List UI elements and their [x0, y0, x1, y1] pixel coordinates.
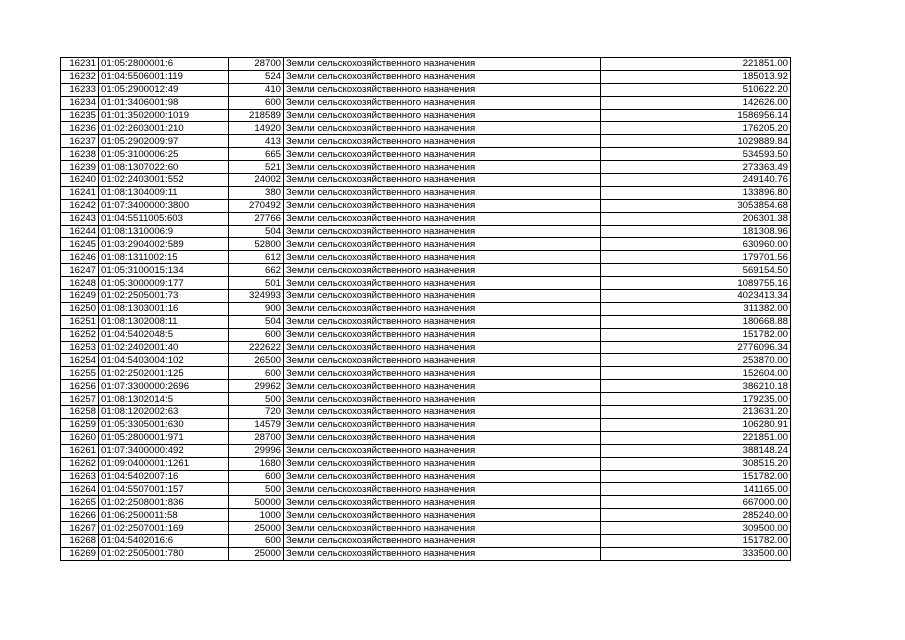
table-row	[61, 380, 791, 393]
row-number-cell: 16259	[61, 418, 99, 431]
area-cell: 665	[229, 148, 284, 161]
land-category-cell: Земли сельскохозяйственного назначения	[284, 496, 601, 509]
row-number-cell: 16266	[61, 509, 99, 522]
row-number-cell: 16245	[61, 238, 99, 251]
area-cell: 27766	[229, 212, 284, 225]
cadastral-number-cell: 01:03:2904002:589	[99, 238, 229, 251]
cadastral-number-cell: 01:02:2603001:210	[99, 122, 229, 135]
cadastral-number-cell: 01:08:1202002:63	[99, 406, 229, 419]
table-row	[61, 328, 791, 341]
cadastral-number-cell: 01:04:5402016:6	[99, 534, 229, 547]
cadastral-number-cell: 01:01:3406001:98	[99, 96, 229, 109]
area-cell: 1680	[229, 457, 284, 470]
cadastral-number-cell: 01:05:2900012:49	[99, 83, 229, 96]
table-row	[61, 161, 791, 174]
cadastral-number-cell: 01:08:1302014:5	[99, 393, 229, 406]
area-cell: 501	[229, 277, 284, 290]
cadastral-number-cell: 01:05:3000009:177	[99, 277, 229, 290]
cadastral-value-cell: 510622.20	[601, 83, 791, 96]
cadastral-value-cell: 141165.00	[601, 483, 791, 496]
area-cell: 222622	[229, 341, 284, 354]
area-cell: 24002	[229, 174, 284, 187]
area-cell: 52800	[229, 238, 284, 251]
table-row	[61, 315, 791, 328]
table-row	[61, 109, 791, 122]
land-category-cell: Земли сельскохозяйственного назначения	[284, 225, 601, 238]
land-category-cell: Земли сельскохозяйственного назначения	[284, 135, 601, 148]
table-row	[61, 122, 791, 135]
land-category-cell: Земли сельскохозяйственного назначения	[284, 418, 601, 431]
cadastral-number-cell: 01:05:3100006:25	[99, 148, 229, 161]
cadastral-value-cell: 176205.20	[601, 122, 791, 135]
cadastral-number-cell: 01:02:2502001:125	[99, 367, 229, 380]
land-category-cell: Земли сельскохозяйственного назначения	[284, 186, 601, 199]
table-row	[61, 264, 791, 277]
cadastral-number-cell: 01:07:3400000:3800	[99, 199, 229, 212]
area-cell: 600	[229, 96, 284, 109]
table-row	[61, 135, 791, 148]
row-number-cell: 16238	[61, 148, 99, 161]
cadastral-number-cell: 01:07:3400000:492	[99, 444, 229, 457]
cadastral-number-cell: 01:08:1303001:16	[99, 302, 229, 315]
cadastral-number-cell: 01:04:5402048:5	[99, 328, 229, 341]
row-number-cell: 16231	[61, 58, 99, 71]
row-number-cell: 16253	[61, 341, 99, 354]
cadastral-value-cell: 151782.00	[601, 534, 791, 547]
cadastral-number-cell: 01:05:3305001:630	[99, 418, 229, 431]
cadastral-number-cell: 01:05:2800001:6	[99, 58, 229, 71]
row-number-cell: 16257	[61, 393, 99, 406]
land-category-cell: Земли сельскохозяйственного назначения	[284, 277, 601, 290]
cadastral-value-cell: 253870.00	[601, 354, 791, 367]
row-number-cell: 16263	[61, 470, 99, 483]
row-number-cell: 16250	[61, 302, 99, 315]
table-row	[61, 225, 791, 238]
land-category-cell: Земли сельскохозяйственного назначения	[284, 406, 601, 419]
land-category-cell: Земли сельскохозяйственного назначения	[284, 174, 601, 187]
area-cell: 600	[229, 367, 284, 380]
land-category-cell: Земли сельскохозяйственного назначения	[284, 70, 601, 83]
table-row	[61, 431, 791, 444]
cadastral-value-cell: 133896.80	[601, 186, 791, 199]
land-category-cell: Земли сельскохозяйственного назначения	[284, 238, 601, 251]
area-cell: 524	[229, 70, 284, 83]
row-number-cell: 16254	[61, 354, 99, 367]
table-row	[61, 547, 791, 560]
land-category-cell: Земли сельскохозяйственного назначения	[284, 534, 601, 547]
cadastral-number-cell: 01:04:5403004:102	[99, 354, 229, 367]
land-category-cell: Земли сельскохозяйственного назначения	[284, 483, 601, 496]
area-cell: 29962	[229, 380, 284, 393]
area-cell: 25000	[229, 547, 284, 560]
table-row	[61, 367, 791, 380]
land-category-cell: Земли сельскохозяйственного назначения	[284, 444, 601, 457]
area-cell: 720	[229, 406, 284, 419]
cadastral-value-cell: 152604.00	[601, 367, 791, 380]
cadastral-value-cell: 221851.00	[601, 431, 791, 444]
area-cell: 218589	[229, 109, 284, 122]
cadastral-number-cell: 01:05:2902009:97	[99, 135, 229, 148]
row-number-cell: 16252	[61, 328, 99, 341]
cadastral-number-cell: 01:04:5506001:119	[99, 70, 229, 83]
cadastral-number-cell: 01:09:0400001:1261	[99, 457, 229, 470]
land-category-cell: Земли сельскохозяйственного назначения	[284, 122, 601, 135]
cadastral-value-cell: 285240.00	[601, 509, 791, 522]
row-number-cell: 16235	[61, 109, 99, 122]
land-category-cell: Земли сельскохозяйственного назначения	[284, 431, 601, 444]
row-number-cell: 16251	[61, 315, 99, 328]
area-cell: 410	[229, 83, 284, 96]
cadastral-value-cell: 3053854.68	[601, 199, 791, 212]
table-row	[61, 302, 791, 315]
row-number-cell: 16236	[61, 122, 99, 135]
cadastral-value-cell: 221851.00	[601, 58, 791, 71]
land-category-cell: Земли сельскохозяйственного назначения	[284, 470, 601, 483]
cadastral-value-cell: 388148.24	[601, 444, 791, 457]
area-cell: 25000	[229, 522, 284, 535]
table-row	[61, 341, 791, 354]
land-category-cell: Земли сельскохозяйственного назначения	[284, 161, 601, 174]
table-row	[61, 522, 791, 535]
cadastral-value-cell: 667000.00	[601, 496, 791, 509]
row-number-cell: 16269	[61, 547, 99, 560]
row-number-cell: 16241	[61, 186, 99, 199]
row-number-cell: 16232	[61, 70, 99, 83]
table-row	[61, 83, 791, 96]
land-category-cell: Земли сельскохозяйственного назначения	[284, 457, 601, 470]
land-category-cell: Земли сельскохозяйственного назначения	[284, 393, 601, 406]
land-category-cell: Земли сельскохозяйственного назначения	[284, 251, 601, 264]
area-cell: 380	[229, 186, 284, 199]
cadastral-number-cell: 01:01:3502000:1019	[99, 109, 229, 122]
cadastral-number-cell: 01:04:5507001:157	[99, 483, 229, 496]
row-number-cell: 16240	[61, 174, 99, 187]
row-number-cell: 16265	[61, 496, 99, 509]
area-cell: 612	[229, 251, 284, 264]
row-number-cell: 16268	[61, 534, 99, 547]
row-number-cell: 16260	[61, 431, 99, 444]
area-cell: 324993	[229, 290, 284, 303]
row-number-cell: 16239	[61, 161, 99, 174]
cadastral-value-cell: 106280.91	[601, 418, 791, 431]
cadastral-value-cell: 386210.18	[601, 380, 791, 393]
land-category-cell: Земли сельскохозяйственного назначения	[284, 109, 601, 122]
land-category-cell: Земли сельскохозяйственного назначения	[284, 83, 601, 96]
row-number-cell: 16256	[61, 380, 99, 393]
row-number-cell: 16247	[61, 264, 99, 277]
row-number-cell: 16237	[61, 135, 99, 148]
cadastral-value-cell: 179235.00	[601, 393, 791, 406]
cadastral-value-cell: 151782.00	[601, 328, 791, 341]
cadastral-number-cell: 01:04:5511005:603	[99, 212, 229, 225]
area-cell: 1000	[229, 509, 284, 522]
row-number-cell: 16243	[61, 212, 99, 225]
area-cell: 29996	[229, 444, 284, 457]
cadastral-number-cell: 01:08:1304009:11	[99, 186, 229, 199]
cadastral-value-cell: 142626.00	[601, 96, 791, 109]
area-cell: 600	[229, 470, 284, 483]
area-cell: 500	[229, 483, 284, 496]
row-number-cell: 16248	[61, 277, 99, 290]
row-number-cell: 16233	[61, 83, 99, 96]
table-row	[61, 58, 791, 71]
cadastral-number-cell: 01:08:1311002:15	[99, 251, 229, 264]
table-row	[61, 354, 791, 367]
cadastral-value-cell: 333500.00	[601, 547, 791, 560]
row-number-cell: 16249	[61, 290, 99, 303]
cadastral-value-cell: 630960.00	[601, 238, 791, 251]
cadastral-value-cell: 309500.00	[601, 522, 791, 535]
land-category-cell: Земли сельскохозяйственного назначения	[284, 290, 601, 303]
table-row	[61, 199, 791, 212]
cadastral-value-cell: 2776096.34	[601, 341, 791, 354]
row-number-cell: 16255	[61, 367, 99, 380]
cadastral-number-cell: 01:05:2800001:971	[99, 431, 229, 444]
area-cell: 270492	[229, 199, 284, 212]
land-category-cell: Земли сельскохозяйственного назначения	[284, 199, 601, 212]
cadastral-value-cell: 181308.96	[601, 225, 791, 238]
table-row	[61, 534, 791, 547]
row-number-cell: 16246	[61, 251, 99, 264]
cadastral-number-cell: 01:08:1302008:11	[99, 315, 229, 328]
table-row	[61, 251, 791, 264]
cadastral-value-cell: 151782.00	[601, 470, 791, 483]
cadastral-number-cell: 01:08:1307022:60	[99, 161, 229, 174]
table-row	[61, 483, 791, 496]
cadastral-number-cell: 01:08:1310006:9	[99, 225, 229, 238]
land-category-cell: Земли сельскохозяйственного назначения	[284, 315, 601, 328]
cadastral-value-cell: 1029889.84	[601, 135, 791, 148]
table-row	[61, 238, 791, 251]
area-cell: 900	[229, 302, 284, 315]
table-row	[61, 418, 791, 431]
land-category-cell: Земли сельскохозяйственного назначения	[284, 509, 601, 522]
area-cell: 504	[229, 315, 284, 328]
area-cell: 500	[229, 393, 284, 406]
land-category-cell: Земли сельскохозяйственного назначения	[284, 380, 601, 393]
land-category-cell: Земли сельскохозяйственного назначения	[284, 341, 601, 354]
cadastral-number-cell: 01:06:2500011:58	[99, 509, 229, 522]
area-cell: 28700	[229, 431, 284, 444]
cadastral-value-cell: 534593.50	[601, 148, 791, 161]
cadastral-value-cell: 311382.00	[601, 302, 791, 315]
cadastral-number-cell: 01:02:2507001:169	[99, 522, 229, 535]
land-category-cell: Земли сельскохозяйственного назначения	[284, 328, 601, 341]
land-category-cell: Земли сельскохозяйственного назначения	[284, 522, 601, 535]
cadastral-value-cell: 206301.38	[601, 212, 791, 225]
cadastral-value-cell: 273363.49	[601, 161, 791, 174]
row-number-cell: 16267	[61, 522, 99, 535]
table-body	[61, 58, 791, 561]
cadastral-value-cell: 185013.92	[601, 70, 791, 83]
row-number-cell: 16234	[61, 96, 99, 109]
row-number-cell: 16261	[61, 444, 99, 457]
table-row	[61, 174, 791, 187]
row-number-cell: 16264	[61, 483, 99, 496]
land-registry-table	[60, 57, 791, 561]
cadastral-number-cell: 01:02:2508001:836	[99, 496, 229, 509]
area-cell: 14579	[229, 418, 284, 431]
table-row	[61, 212, 791, 225]
table-row	[61, 277, 791, 290]
land-category-cell: Земли сельскохозяйственного назначения	[284, 58, 601, 71]
cadastral-number-cell: 01:05:3100015:134	[99, 264, 229, 277]
area-cell: 14920	[229, 122, 284, 135]
area-cell: 504	[229, 225, 284, 238]
area-cell: 50000	[229, 496, 284, 509]
table-row	[61, 186, 791, 199]
land-category-cell: Земли сельскохозяйственного назначения	[284, 367, 601, 380]
table-row	[61, 509, 791, 522]
land-category-cell: Земли сельскохозяйственного назначения	[284, 547, 601, 560]
cadastral-value-cell: 213631.20	[601, 406, 791, 419]
table-row	[61, 457, 791, 470]
row-number-cell: 16242	[61, 199, 99, 212]
table-row	[61, 290, 791, 303]
cadastral-value-cell: 569154.50	[601, 264, 791, 277]
cadastral-number-cell: 01:02:2505001:780	[99, 547, 229, 560]
table-row	[61, 496, 791, 509]
cadastral-number-cell: 01:02:2402001:40	[99, 341, 229, 354]
land-category-cell: Земли сельскохозяйственного назначения	[284, 212, 601, 225]
table-row	[61, 406, 791, 419]
cadastral-value-cell: 308515.20	[601, 457, 791, 470]
area-cell: 413	[229, 135, 284, 148]
row-number-cell: 16262	[61, 457, 99, 470]
area-cell: 600	[229, 534, 284, 547]
row-number-cell: 16244	[61, 225, 99, 238]
cadastral-value-cell: 1586956.14	[601, 109, 791, 122]
area-cell: 662	[229, 264, 284, 277]
table-row	[61, 444, 791, 457]
table-row	[61, 96, 791, 109]
area-cell: 600	[229, 328, 284, 341]
cadastral-value-cell: 4023413.34	[601, 290, 791, 303]
cadastral-number-cell: 01:02:2403001:552	[99, 174, 229, 187]
land-category-cell: Земли сельскохозяйственного назначения	[284, 264, 601, 277]
table-row	[61, 70, 791, 83]
area-cell: 26500	[229, 354, 284, 367]
area-cell: 28700	[229, 58, 284, 71]
land-category-cell: Земли сельскохозяйственного назначения	[284, 302, 601, 315]
cadastral-value-cell: 180668.88	[601, 315, 791, 328]
area-cell: 521	[229, 161, 284, 174]
cadastral-value-cell: 249140.76	[601, 174, 791, 187]
cadastral-value-cell: 1089755.16	[601, 277, 791, 290]
cadastral-number-cell: 01:04:5402007:16	[99, 470, 229, 483]
land-category-cell: Земли сельскохозяйственного назначения	[284, 354, 601, 367]
table-row	[61, 470, 791, 483]
cadastral-value-cell: 179701.56	[601, 251, 791, 264]
cadastral-number-cell: 01:07:3300000:2696	[99, 380, 229, 393]
table-row	[61, 148, 791, 161]
cadastral-number-cell: 01:02:2505001:73	[99, 290, 229, 303]
table-row	[61, 393, 791, 406]
land-category-cell: Земли сельскохозяйственного назначения	[284, 96, 601, 109]
row-number-cell: 16258	[61, 406, 99, 419]
land-category-cell: Земли сельскохозяйственного назначения	[284, 148, 601, 161]
